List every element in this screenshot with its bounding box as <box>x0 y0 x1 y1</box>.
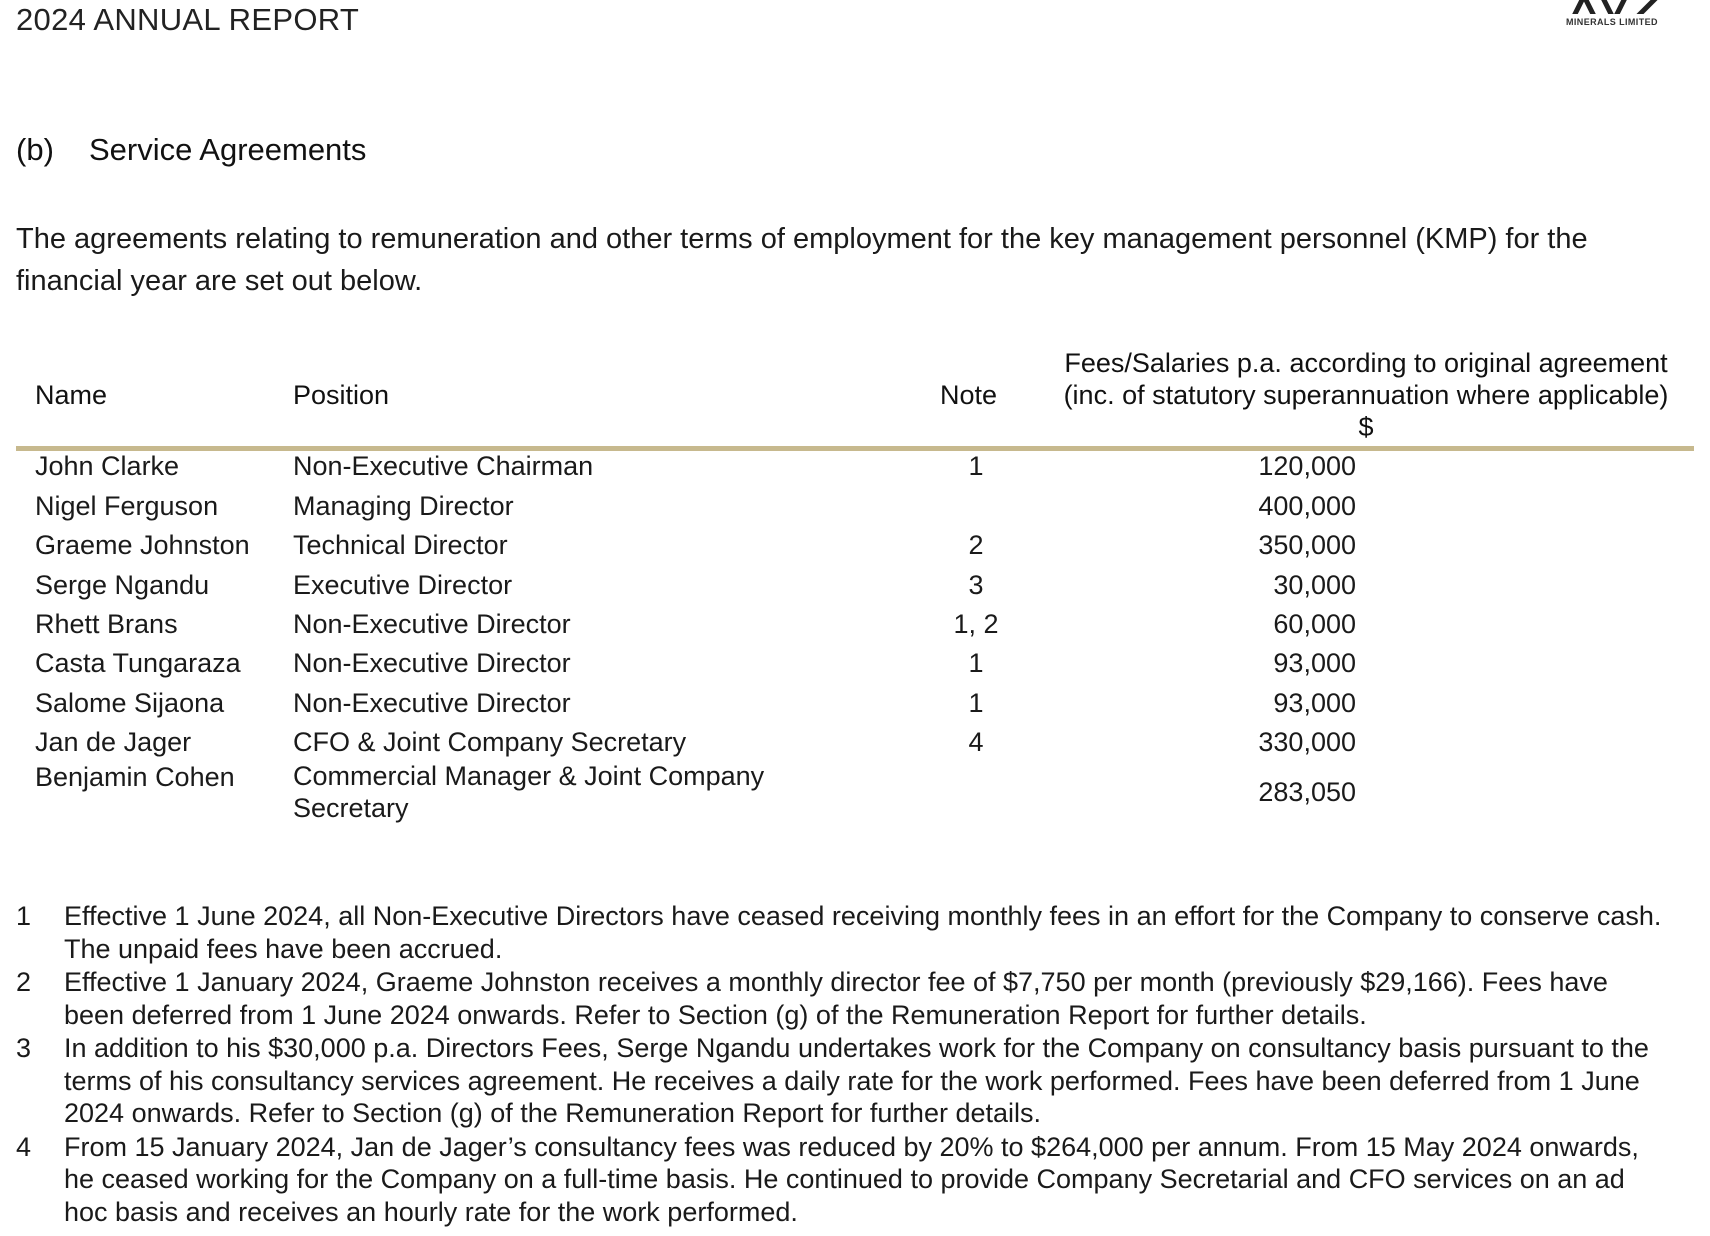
cell-fee: 283,050 <box>1258 777 1356 807</box>
cell-position: Non-Executive Director <box>293 688 571 718</box>
footnotes <box>16 900 1696 1229</box>
header-note: Note <box>940 380 998 410</box>
cell-fee: 350,000 <box>1258 530 1356 560</box>
header-position: Position <box>293 380 390 410</box>
cell-fee: 93,000 <box>1273 688 1356 718</box>
cell-position: Technical Director <box>293 530 508 560</box>
cell-note: 1 <box>968 451 984 481</box>
cell-name: Rhett Brans <box>35 609 178 639</box>
cell-fee: 93,000 <box>1273 648 1356 678</box>
intro-paragraph: The agreements relating to remuneration and other terms of employment for the key management personnel (KMP) for the financial year are set out below. <box>16 223 1588 297</box>
table-row <box>16 761 1694 823</box>
footnote-text: In addition to his $30,000 p.a. Directors Fees, Serge Ngandu undertakes work for the Company on consultancy basis pursuant to the terms of his consultancy services agreement. He receives a daily rate for the work performed. Fees have been deferred from 1 June 2024 onwards. Refer to Section (g) of the Remuneration Report for further details. <box>64 1033 1649 1128</box>
cell-name: Nigel Ferguson <box>35 491 219 521</box>
footnote-text: Effective 1 January 2024, Graeme Johnston receives a monthly director fee of $7,750 per month (previously $29,166). Fees have been deferred from 1 June 2024 onwards. Refer to Section (g) of the Remuneration Report for further details. <box>64 967 1608 1030</box>
cell-name: Casta Tungaraza <box>35 648 241 678</box>
cell-note: 3 <box>968 570 984 600</box>
footnote <box>16 1032 1674 1130</box>
company-logo <box>1560 0 1670 32</box>
footnote-number: 1 <box>16 901 32 931</box>
cell-note: 2 <box>968 530 984 560</box>
cell-name: Benjamin Cohen <box>35 762 235 792</box>
section-heading <box>16 132 366 168</box>
header-fees-line3: $ <box>1358 412 1374 442</box>
cell-fee: 30,000 <box>1273 570 1356 600</box>
footnote-number: 4 <box>16 1131 32 1162</box>
cell-position: Non-Executive Director <box>293 648 571 678</box>
cell-name: Jan de Jager <box>35 727 192 757</box>
cell-name: Serge Ngandu <box>35 570 210 600</box>
table-row <box>16 491 1694 535</box>
report-title: 2024 ANNUAL REPORT <box>16 2 360 37</box>
table-row <box>16 688 1694 732</box>
table-row <box>16 451 1694 495</box>
cell-fee: 330,000 <box>1258 727 1356 757</box>
footnote-number: 2 <box>16 967 32 997</box>
footnote-text: From 15 January 2024, Jan de Jager’s consultancy fees was reduced by 20% to $264,000 per annum. From 15 May 2024 onwards, he ceased working for the Company on a full-time basis. He continued to provide Company Secretarial and CFO services on an ad hoc basis and receives an hourly rate for the work performed. <box>64 1131 1639 1227</box>
cell-position: Executive Director <box>293 570 513 600</box>
cell-position: Managing Director <box>293 491 514 521</box>
cell-fee: 400,000 <box>1258 491 1356 521</box>
table-row <box>16 609 1694 653</box>
footnote-number: 3 <box>16 1033 32 1063</box>
header-fees <box>1036 347 1696 443</box>
cell-position: Commercial Manager & Joint Company Secretary <box>293 761 765 823</box>
cell-name: John Clarke <box>35 451 180 481</box>
cell-name: Graeme Johnston <box>35 530 250 560</box>
cell-position: Non-Executive Chairman <box>293 451 594 481</box>
cell-note: 1 <box>968 648 984 678</box>
footnote <box>16 966 1674 1031</box>
cell-position: CFO & Joint Company Secretary <box>293 727 687 757</box>
cell-note: 1, 2 <box>953 609 999 639</box>
section-title: Service Agreements <box>89 132 367 167</box>
cell-note: 1 <box>968 688 984 718</box>
footnote-text: Effective 1 June 2024, all Non-Executive Directors have ceased receiving monthly fees in an effort for the Company to conserve cash. The unpaid fees have been accrued. <box>64 901 1662 964</box>
cell-name: Salome Sijaona <box>35 688 225 718</box>
cell-fee: 60,000 <box>1273 609 1356 639</box>
header-fees-line2: (inc. of statutory superannuation where applicable) <box>1063 380 1669 410</box>
header-name: Name <box>35 380 108 410</box>
logo-text: MINERALS LIMITED <box>1566 17 1658 27</box>
table-row <box>16 530 1694 574</box>
logo-mark <box>1568 0 1664 14</box>
section-letter: (b) <box>16 132 54 167</box>
table-row <box>16 570 1694 614</box>
cell-note: 4 <box>968 727 984 757</box>
footnote <box>16 900 1674 965</box>
table-row <box>16 648 1694 692</box>
cell-fee: 120,000 <box>1258 451 1356 481</box>
footnote <box>16 1131 1674 1229</box>
cell-position: Non-Executive Director <box>293 609 571 639</box>
header-fees-line1: Fees/Salaries p.a. according to original agreement <box>1064 348 1668 378</box>
